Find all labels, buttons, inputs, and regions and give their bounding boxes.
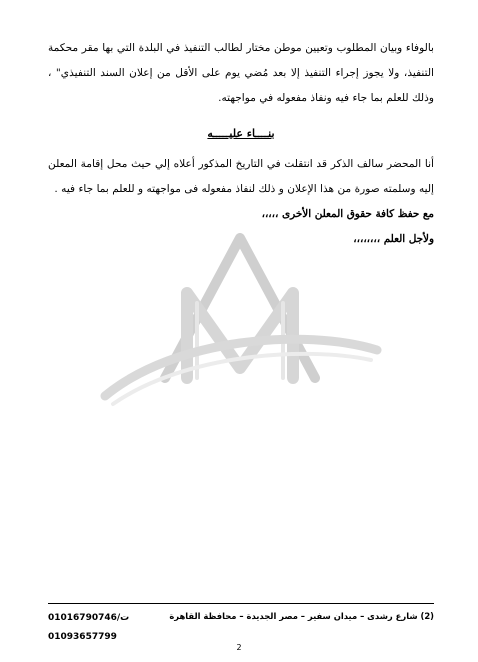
document-body — [48, 36, 434, 252]
section-heading: بنــــاء عليـــــه — [207, 127, 275, 140]
intro-paragraph: بالوفاء وبيان المطلوب وتعيين موطن مختار لطالب التنفيذ في البلدة التي بها مقر محكمة التنفيذ، ولا يجوز إجراء التنفيذ إلا بعد مُضي يوم على الأقل من إعلان السند التنفيذي" ، وذلك للعلم بما جاء فيه ونفاذ مفعوله في مواجهته. — [48, 42, 434, 104]
footer-phone-2: 01093657799 — [48, 632, 117, 642]
footer-phone-1: ت/01016790746 — [48, 613, 130, 623]
footer-address: (2) شارع رشدى – ميدان سفير – مصر الجديدة – محافظة القاهرة — [169, 611, 434, 621]
for-knowledge-line: ولأجل العلم ،،،،،،،، — [353, 233, 434, 245]
monogram-watermark-icon — [95, 228, 385, 418]
bailiff-paragraph: أنا المحضر سالف الذكر قد انتقلت في التاريخ المذكور أعلاه إلي حيث محل إقامة المعلن إليه وسلمته صورة من هذا الإعلان و ذلك لنفاذ مفعوله فى مواجهته و للعلم بما جاء فيه . — [48, 158, 434, 195]
rights-reserved-line: مع حفظ كافة حقوق المعلن الأخرى ،،،،، — [261, 208, 434, 220]
footer-divider — [48, 603, 434, 604]
page-number: 2 — [236, 643, 242, 652]
footer-phones — [48, 609, 129, 647]
